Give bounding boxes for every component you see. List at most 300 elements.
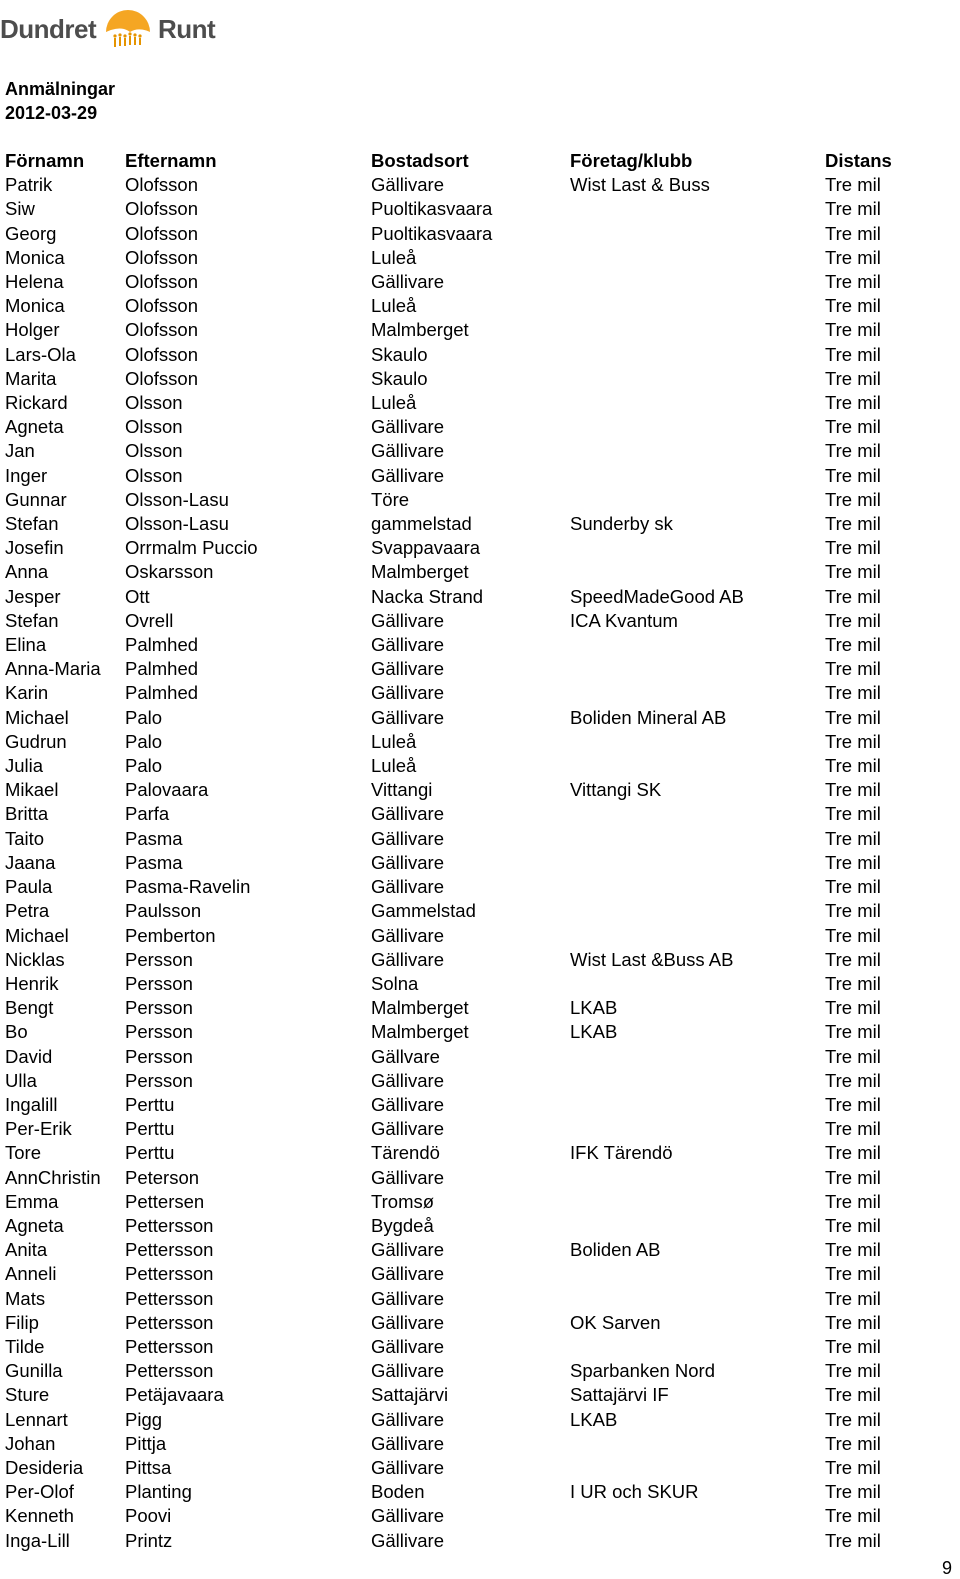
cell-firstname: Siw bbox=[5, 198, 35, 220]
cell-club bbox=[565, 488, 820, 512]
cell-firstname: Anita bbox=[5, 1239, 48, 1261]
cell-city: Malmberget bbox=[371, 319, 469, 341]
table-row bbox=[0, 706, 940, 730]
cell-club bbox=[565, 270, 820, 294]
cell-firstname: Per-Erik bbox=[5, 1118, 72, 1140]
cell-lastname: Olofsson bbox=[125, 174, 199, 196]
cell-distance: Tre mil bbox=[825, 997, 881, 1019]
cell-city: Vittangi bbox=[371, 779, 433, 801]
cell-lastname: Olofsson bbox=[125, 222, 199, 244]
cell-city: Malmberget bbox=[371, 561, 469, 583]
cell-city: Gällivare bbox=[371, 464, 444, 486]
cell-lastname: Pettersen bbox=[125, 1190, 205, 1212]
cell-city: Gällivare bbox=[371, 876, 444, 898]
cell-club: Sattajärvi IF bbox=[570, 1384, 669, 1406]
cell-lastname: Pittsa bbox=[125, 1456, 172, 1478]
cell-lastname: Persson bbox=[125, 972, 193, 994]
cell-distance: Tre mil bbox=[825, 1432, 881, 1454]
cell-firstname: Lars-Ola bbox=[5, 343, 76, 365]
table-row bbox=[0, 827, 940, 851]
cell-lastname: Pettersson bbox=[125, 1239, 214, 1261]
cell-firstname: Johan bbox=[5, 1432, 56, 1454]
cell-firstname: Bengt bbox=[5, 997, 54, 1019]
table-row bbox=[0, 1214, 940, 1238]
table-row bbox=[0, 1262, 940, 1286]
cell-distance: Tre mil bbox=[825, 392, 881, 414]
cell-firstname: Georg bbox=[5, 222, 57, 244]
column-header-distance: Distans bbox=[825, 150, 892, 171]
table-row bbox=[0, 996, 940, 1020]
cell-city: Gällivare bbox=[371, 1311, 444, 1333]
cell-club bbox=[565, 318, 820, 342]
table-row bbox=[0, 1069, 940, 1093]
cell-club bbox=[565, 1287, 820, 1311]
cell-lastname: Palo bbox=[125, 730, 163, 752]
table-body bbox=[0, 173, 940, 1553]
cell-city: Gällivare bbox=[371, 948, 444, 970]
table-row bbox=[0, 512, 940, 536]
table-row bbox=[0, 1141, 940, 1165]
cell-distance: Tre mil bbox=[825, 900, 881, 922]
cell-distance: Tre mil bbox=[825, 851, 881, 873]
table-row bbox=[0, 367, 940, 391]
cell-lastname: Palmhed bbox=[125, 634, 199, 656]
cell-firstname: Paula bbox=[5, 876, 53, 898]
cell-lastname: Pettersson bbox=[125, 1214, 214, 1236]
cell-firstname: Julia bbox=[5, 755, 44, 777]
cell-club: LKAB bbox=[570, 1021, 618, 1043]
cell-firstname: Jaana bbox=[5, 851, 56, 873]
table-row bbox=[0, 609, 940, 633]
cell-distance: Tre mil bbox=[825, 198, 881, 220]
table-row bbox=[0, 1287, 940, 1311]
cell-distance: Tre mil bbox=[825, 924, 881, 946]
cell-firstname: Gudrun bbox=[5, 730, 67, 752]
cell-club bbox=[565, 294, 820, 318]
cell-lastname: Pigg bbox=[125, 1408, 163, 1430]
table-row bbox=[0, 972, 940, 996]
cell-lastname: Pettersson bbox=[125, 1263, 214, 1285]
table-row bbox=[0, 1504, 940, 1528]
cell-club bbox=[565, 1504, 820, 1528]
cell-firstname: Tore bbox=[5, 1142, 41, 1164]
cell-club: Boliden AB bbox=[570, 1239, 661, 1261]
cell-firstname: Lennart bbox=[5, 1408, 68, 1430]
cell-distance: Tre mil bbox=[825, 1360, 881, 1382]
cell-city: Gällivare bbox=[371, 634, 444, 656]
cell-distance: Tre mil bbox=[825, 876, 881, 898]
cell-firstname: Inga-Lill bbox=[5, 1529, 70, 1551]
cell-distance: Tre mil bbox=[825, 1239, 881, 1261]
cell-club bbox=[565, 464, 820, 488]
cell-firstname: Rickard bbox=[5, 392, 68, 414]
cell-city: Luleå bbox=[371, 392, 417, 414]
cell-firstname: Petra bbox=[5, 900, 50, 922]
cell-firstname: Kenneth bbox=[5, 1505, 74, 1527]
cell-firstname: Monica bbox=[5, 246, 65, 268]
cell-firstname: Ingalill bbox=[5, 1093, 58, 1115]
cell-firstname: Nicklas bbox=[5, 948, 65, 970]
cell-firstname: Michael bbox=[5, 706, 69, 728]
cell-club bbox=[565, 246, 820, 270]
cell-lastname: Persson bbox=[125, 1045, 193, 1067]
cell-lastname: Persson bbox=[125, 1069, 193, 1091]
cell-distance: Tre mil bbox=[825, 367, 881, 389]
cell-lastname: Olofsson bbox=[125, 295, 199, 317]
cell-club bbox=[565, 633, 820, 657]
cell-city: Gällivare bbox=[371, 1069, 444, 1091]
cell-club: ICA Kvantum bbox=[570, 609, 678, 631]
cell-firstname: Gunnar bbox=[5, 488, 67, 510]
table-row bbox=[0, 875, 940, 899]
cell-distance: Tre mil bbox=[825, 1045, 881, 1067]
table-row bbox=[0, 585, 940, 609]
table-row bbox=[0, 270, 940, 294]
cell-lastname: Planting bbox=[125, 1481, 192, 1503]
cell-city: Gällivare bbox=[371, 416, 444, 438]
cell-city: Nacka Strand bbox=[371, 585, 484, 607]
table-header-row bbox=[0, 149, 940, 173]
cell-club bbox=[565, 754, 820, 778]
cell-club bbox=[565, 367, 820, 391]
table-row bbox=[0, 802, 940, 826]
cell-club bbox=[565, 657, 820, 681]
cell-lastname: Petäjavaara bbox=[125, 1384, 224, 1406]
cell-distance: Tre mil bbox=[825, 827, 881, 849]
table-row bbox=[0, 1190, 940, 1214]
cell-city: Gällivare bbox=[371, 174, 444, 196]
cell-city: Gällivare bbox=[371, 1263, 444, 1285]
cell-city: Gällvare bbox=[371, 1045, 440, 1067]
cell-city: Boden bbox=[371, 1481, 425, 1503]
cell-club bbox=[565, 827, 820, 851]
table-row bbox=[0, 1020, 940, 1044]
cell-club bbox=[565, 1432, 820, 1456]
cell-club: Wist Last &Buss AB bbox=[570, 948, 734, 970]
table-row bbox=[0, 778, 940, 802]
cell-city: Töre bbox=[371, 488, 410, 510]
cell-city: Solna bbox=[371, 972, 419, 994]
cell-city: Gällivare bbox=[371, 1335, 444, 1357]
cell-firstname: Anneli bbox=[5, 1263, 57, 1285]
cell-city: Gällivare bbox=[371, 1239, 444, 1261]
table-row bbox=[0, 1335, 940, 1359]
cell-city: Gällivare bbox=[371, 1166, 444, 1188]
cell-distance: Tre mil bbox=[825, 1214, 881, 1236]
cell-lastname: Perttu bbox=[125, 1118, 175, 1140]
cell-club bbox=[565, 343, 820, 367]
cell-lastname: Persson bbox=[125, 948, 193, 970]
table-row bbox=[0, 1383, 940, 1407]
cell-firstname: Britta bbox=[5, 803, 49, 825]
cell-lastname: Olofsson bbox=[125, 246, 199, 268]
cell-city: Gällivare bbox=[371, 609, 444, 631]
cell-firstname: Michael bbox=[5, 924, 69, 946]
cell-lastname: Perttu bbox=[125, 1142, 175, 1164]
cell-firstname: Jesper bbox=[5, 585, 61, 607]
cell-lastname: Pasma-Ravelin bbox=[125, 876, 251, 898]
cell-city: Skaulo bbox=[371, 343, 428, 365]
cell-lastname: Olofsson bbox=[125, 198, 199, 220]
cell-distance: Tre mil bbox=[825, 609, 881, 631]
table-row bbox=[0, 1045, 940, 1069]
cell-firstname: Monica bbox=[5, 295, 65, 317]
page-number: 9 bbox=[941, 1558, 952, 1578]
table-row bbox=[0, 924, 940, 948]
cell-firstname: Patrik bbox=[5, 174, 53, 196]
table-row bbox=[0, 439, 940, 463]
document-date: 2012-03-29 bbox=[5, 103, 98, 123]
table-row bbox=[0, 1480, 940, 1504]
cell-lastname: Olofsson bbox=[125, 271, 199, 293]
cell-firstname: Inger bbox=[5, 464, 48, 486]
cell-club bbox=[565, 1190, 820, 1214]
cell-lastname: Pettersson bbox=[125, 1287, 214, 1309]
cell-firstname: Anna bbox=[5, 561, 49, 583]
table-row bbox=[0, 1093, 940, 1117]
cell-distance: Tre mil bbox=[825, 730, 881, 752]
cell-distance: Tre mil bbox=[825, 416, 881, 438]
cell-firstname: Sture bbox=[5, 1384, 50, 1406]
cell-distance: Tre mil bbox=[825, 1311, 881, 1333]
cell-firstname: Per-Olof bbox=[5, 1481, 74, 1503]
cell-firstname: Karin bbox=[5, 682, 49, 704]
cell-club: I UR och SKUR bbox=[570, 1481, 699, 1503]
table-row bbox=[0, 1432, 940, 1456]
cell-lastname: Persson bbox=[125, 1021, 193, 1043]
cell-city: Luleå bbox=[371, 755, 417, 777]
cell-lastname: Olsson bbox=[125, 440, 183, 462]
logo-text-right: Runt bbox=[158, 14, 216, 44]
cell-firstname: Gunilla bbox=[5, 1360, 63, 1382]
cell-club bbox=[565, 972, 820, 996]
cell-club: IFK Tärendö bbox=[570, 1142, 673, 1164]
cell-distance: Tre mil bbox=[825, 1335, 881, 1357]
table-row bbox=[0, 318, 940, 342]
cell-distance: Tre mil bbox=[825, 464, 881, 486]
cell-distance: Tre mil bbox=[825, 488, 881, 510]
cell-firstname: Agneta bbox=[5, 1214, 64, 1236]
cell-city: Gällivare bbox=[371, 1505, 444, 1527]
dundret-runt-logo bbox=[0, 0, 240, 60]
cell-lastname: Poovi bbox=[125, 1505, 172, 1527]
cell-lastname: Palovaara bbox=[125, 779, 209, 801]
cell-club bbox=[565, 899, 820, 923]
cell-lastname: Olsson bbox=[125, 392, 183, 414]
table-row bbox=[0, 730, 940, 754]
cell-firstname: Emma bbox=[5, 1190, 59, 1212]
cell-club bbox=[565, 536, 820, 560]
table-row bbox=[0, 948, 940, 972]
table-row bbox=[0, 1359, 940, 1383]
cell-lastname: Pasma bbox=[125, 851, 183, 873]
cell-distance: Tre mil bbox=[825, 1287, 881, 1309]
cell-distance: Tre mil bbox=[825, 174, 881, 196]
cell-lastname: Olsson bbox=[125, 416, 183, 438]
cell-club bbox=[565, 415, 820, 439]
cell-club bbox=[565, 1456, 820, 1480]
cell-city: Puoltikasvaara bbox=[371, 198, 493, 220]
cell-club: Sparbanken Nord bbox=[570, 1360, 716, 1382]
cell-distance: Tre mil bbox=[825, 634, 881, 656]
cell-firstname: Josefin bbox=[5, 537, 64, 559]
cell-distance: Tre mil bbox=[825, 537, 881, 559]
cell-lastname: Palmhed bbox=[125, 658, 199, 680]
cell-lastname: Olsson-Lasu bbox=[125, 513, 229, 535]
cell-lastname: Perttu bbox=[125, 1093, 175, 1115]
cell-firstname: Bo bbox=[5, 1021, 28, 1043]
table-row bbox=[0, 1311, 940, 1335]
cell-city: Gällivare bbox=[371, 924, 444, 946]
cell-club bbox=[565, 1166, 820, 1190]
table-row bbox=[0, 1117, 940, 1141]
cell-distance: Tre mil bbox=[825, 440, 881, 462]
cell-firstname: Desideria bbox=[5, 1456, 84, 1478]
table-row bbox=[0, 1238, 940, 1262]
cell-firstname: Henrik bbox=[5, 972, 59, 994]
cell-city: Gällivare bbox=[371, 1360, 444, 1382]
table-row bbox=[0, 633, 940, 657]
cell-city: Svappavaara bbox=[371, 537, 481, 559]
cell-distance: Tre mil bbox=[825, 1190, 881, 1212]
cell-distance: Tre mil bbox=[825, 343, 881, 365]
cell-club bbox=[565, 851, 820, 875]
table-row bbox=[0, 851, 940, 875]
cell-firstname: Stefan bbox=[5, 513, 59, 535]
column-header-lastname: Efternamn bbox=[125, 150, 217, 171]
cell-distance: Tre mil bbox=[825, 1505, 881, 1527]
cell-distance: Tre mil bbox=[825, 1481, 881, 1503]
cell-city: gammelstad bbox=[371, 513, 472, 535]
cell-firstname: Ulla bbox=[5, 1069, 37, 1091]
cell-lastname: Pettersson bbox=[125, 1360, 214, 1382]
cell-lastname: Olofsson bbox=[125, 319, 199, 341]
cell-distance: Tre mil bbox=[825, 585, 881, 607]
table-row bbox=[0, 536, 940, 560]
cell-distance: Tre mil bbox=[825, 295, 881, 317]
cell-city: Luleå bbox=[371, 730, 417, 752]
cell-club bbox=[565, 1069, 820, 1093]
cell-city: Gällivare bbox=[371, 827, 444, 849]
cell-distance: Tre mil bbox=[825, 803, 881, 825]
cell-club: SpeedMadeGood AB bbox=[570, 585, 744, 607]
cell-club bbox=[565, 924, 820, 948]
cell-club bbox=[565, 730, 820, 754]
cell-city: Gällivare bbox=[371, 1529, 444, 1551]
cell-lastname: Olsson bbox=[125, 464, 183, 486]
cell-distance: Tre mil bbox=[825, 948, 881, 970]
cell-distance: Tre mil bbox=[825, 1456, 881, 1478]
cell-distance: Tre mil bbox=[825, 658, 881, 680]
cell-lastname: Pasma bbox=[125, 827, 183, 849]
cell-lastname: Paulsson bbox=[125, 900, 202, 922]
cell-club bbox=[565, 681, 820, 705]
cell-distance: Tre mil bbox=[825, 1263, 881, 1285]
cell-firstname: Tilde bbox=[5, 1335, 45, 1357]
cell-club bbox=[565, 1335, 820, 1359]
cell-firstname: Marita bbox=[5, 367, 57, 389]
cell-city: Gällivare bbox=[371, 706, 444, 728]
cell-city: Gällivare bbox=[371, 682, 444, 704]
table-row bbox=[0, 1529, 940, 1553]
cell-lastname: Palo bbox=[125, 706, 163, 728]
cell-lastname: Printz bbox=[125, 1529, 173, 1551]
cell-club: LKAB bbox=[570, 1408, 618, 1430]
cell-distance: Tre mil bbox=[825, 1069, 881, 1091]
cell-firstname: Stefan bbox=[5, 609, 59, 631]
cell-club bbox=[565, 439, 820, 463]
cell-lastname: Persson bbox=[125, 997, 193, 1019]
cell-club bbox=[565, 1214, 820, 1238]
cell-distance: Tre mil bbox=[825, 513, 881, 535]
table-row bbox=[0, 415, 940, 439]
table-row bbox=[0, 464, 940, 488]
cell-distance: Tre mil bbox=[825, 706, 881, 728]
cell-distance: Tre mil bbox=[825, 972, 881, 994]
cell-city: Gällivare bbox=[371, 658, 444, 680]
cell-firstname: Elina bbox=[5, 634, 47, 656]
document-title: Anmälningar bbox=[5, 79, 116, 99]
cell-lastname: Peterson bbox=[125, 1166, 200, 1188]
table-row bbox=[0, 391, 940, 415]
table-row bbox=[0, 1456, 940, 1480]
cell-city: Gällivare bbox=[371, 1456, 444, 1478]
cell-firstname: Jan bbox=[5, 440, 35, 462]
cell-city: Tromsø bbox=[371, 1190, 435, 1212]
column-header-club: Företag/klubb bbox=[570, 150, 693, 171]
cell-club bbox=[565, 222, 820, 246]
cell-distance: Tre mil bbox=[825, 1529, 881, 1551]
cell-firstname: Agneta bbox=[5, 416, 64, 438]
cell-club bbox=[565, 1262, 820, 1286]
cell-distance: Tre mil bbox=[825, 779, 881, 801]
cell-firstname: Filip bbox=[5, 1311, 39, 1333]
cell-firstname: David bbox=[5, 1045, 53, 1067]
cell-club: Boliden Mineral AB bbox=[570, 706, 727, 728]
cell-lastname: Parfa bbox=[125, 803, 170, 825]
cell-lastname: Pettersson bbox=[125, 1335, 214, 1357]
cell-city: Gammelstad bbox=[371, 900, 476, 922]
cell-lastname: Pettersson bbox=[125, 1311, 214, 1333]
cell-lastname: Olsson-Lasu bbox=[125, 488, 229, 510]
table-row bbox=[0, 560, 940, 584]
cell-club bbox=[565, 802, 820, 826]
table-row bbox=[0, 657, 940, 681]
cell-distance: Tre mil bbox=[825, 1118, 881, 1140]
cell-distance: Tre mil bbox=[825, 1408, 881, 1430]
cell-firstname: Helena bbox=[5, 271, 64, 293]
cell-city: Gällivare bbox=[371, 1118, 444, 1140]
cell-distance: Tre mil bbox=[825, 1021, 881, 1043]
cell-city: Bygdeå bbox=[371, 1214, 434, 1236]
cell-lastname: Oskarsson bbox=[125, 561, 214, 583]
cell-city: Malmberget bbox=[371, 997, 469, 1019]
cell-club bbox=[565, 1529, 820, 1553]
cell-club: Sunderby sk bbox=[570, 513, 673, 535]
cell-distance: Tre mil bbox=[825, 1384, 881, 1406]
cell-lastname: Ovrell bbox=[125, 609, 174, 631]
table-row bbox=[0, 1408, 940, 1432]
cell-firstname: Taito bbox=[5, 827, 45, 849]
cell-lastname: Pemberton bbox=[125, 924, 216, 946]
cell-distance: Tre mil bbox=[825, 319, 881, 341]
table-row bbox=[0, 899, 940, 923]
cell-club bbox=[565, 391, 820, 415]
registrations-table bbox=[0, 149, 940, 1553]
cell-distance: Tre mil bbox=[825, 561, 881, 583]
cell-firstname: Anna-Maria bbox=[5, 658, 101, 680]
table-row bbox=[0, 681, 940, 705]
